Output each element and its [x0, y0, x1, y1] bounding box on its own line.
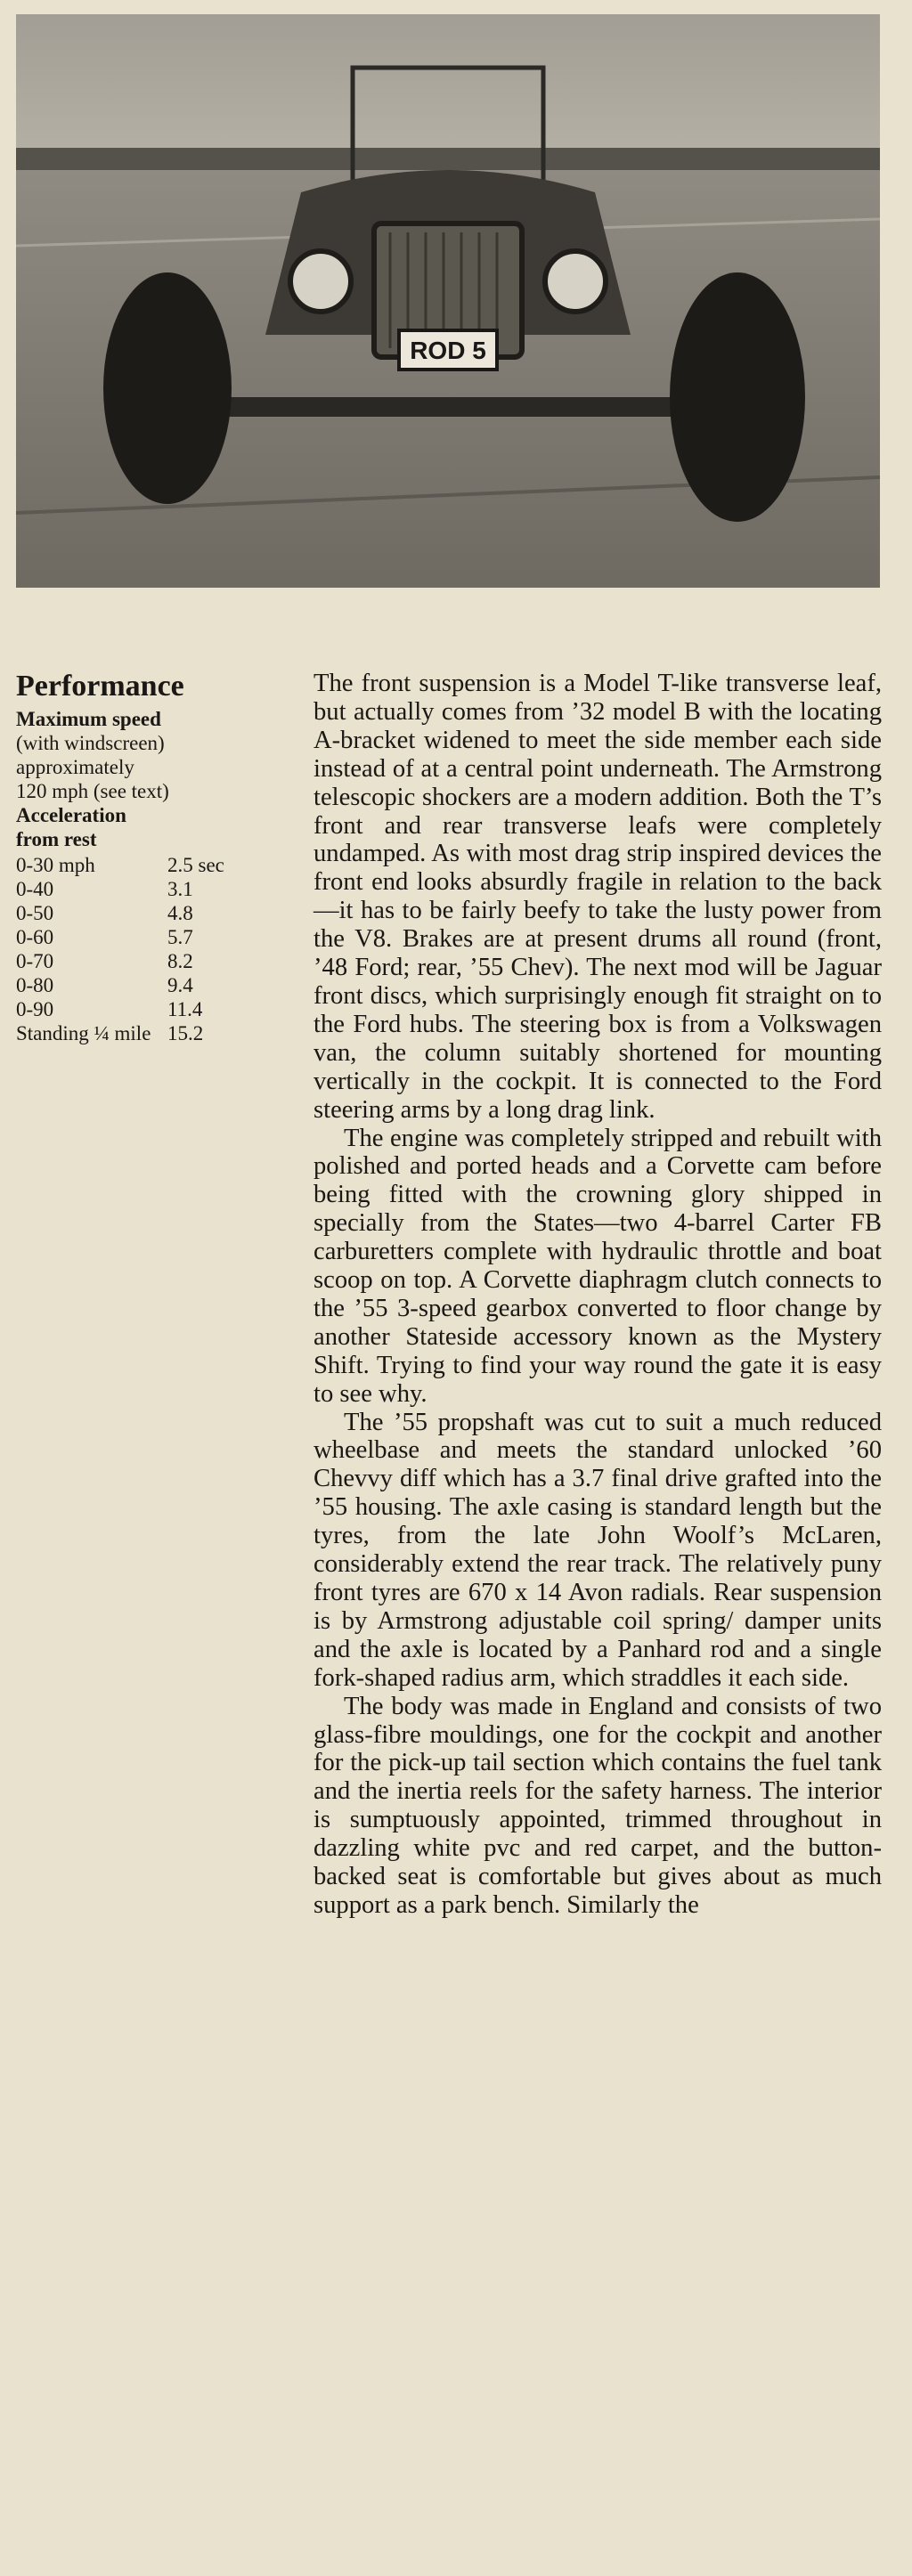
article-column: [314, 670, 882, 1920]
acceleration-table: [16, 853, 255, 1045]
performance-title: Performance: [16, 670, 184, 703]
acceleration-row: 0-90 11.4: [16, 998, 203, 1020]
article-paragraph: The body was made in England and consists of two glass-fibre mouldings, one for the cockpit and another for the pick-up tail section which contains the fuel tank and the inertia reels for the safety harness. The interior is sumptuously appointed, trimmed throughout in dazzling white pvc and red carpet, and the button-backed seat is comfortable but gives about as much support as a park bench. Similarly the: [314, 1692, 882, 1919]
acceleration-row: Standing ¼ mile 15.2: [16, 1022, 204, 1044]
article-paragraph: The engine was completely stripped and rebuilt with polished and ported heads and a Corvette cam before being fitted with the crowning glory shipped in specially from the States—two 4-barrel Carter FB carburetters complete with hydraulic throttle and boat scoop on top. A Corvette diaphragm clutch connects to the ’55 3-speed gearbox converted to floor change by another Stateside accessory known as the Mystery Shift. Trying to find your way round the gate it is easy to see why.: [314, 1124, 882, 1408]
hot-rod-illustration: [16, 14, 880, 588]
acceleration-label: Acceleration: [16, 804, 126, 826]
performance-sidebar: [16, 670, 255, 1045]
max-speed-approx: approximately: [16, 756, 134, 778]
number-plate: ROD 5: [410, 337, 486, 364]
max-speed-value: 120 mph (see text): [16, 780, 169, 802]
article-paragraph: The front suspension is a Model T-like transverse leaf, but actually comes from ’32 model B with the locating A-bracket widened to meet the side member each side instead of at a central point underneath. The Armstrong telescopic shockers are a modern addition. Both the T’s front and rear transverse leafs were completely undamped. As with most drag strip inspired devices the front end looks absurdly fragile in relation to the back—it has to be fairly beefy to take the lusty power from the V8. Brakes are at present drums all round (front, ’48 Ford; rear, ’55 Chev). The next mod will be Jaguar front discs, which surprisingly enough fit straight on to the Ford hubs. The steering box is from a Volkswagen van, the column suitably shortened for mounting vertically in the cockpit. It is connected to the Ford steering arms by a long drag link.: [314, 670, 882, 1124]
hot-rod-photo: [16, 14, 880, 588]
acceleration-sublabel: from rest: [16, 828, 97, 850]
acceleration-row: 0-40 3.1: [16, 878, 193, 900]
acceleration-row: 0-60 5.7: [16, 926, 193, 948]
acceleration-row: 0-30 mph 2.5 sec: [16, 854, 224, 876]
max-speed-note: (with windscreen): [16, 732, 165, 754]
acceleration-row: 0-80 9.4: [16, 974, 193, 996]
max-speed-label: Maximum speed: [16, 708, 161, 730]
acceleration-row: 0-70 8.2: [16, 950, 193, 972]
article-paragraph: The ’55 propshaft was cut to suit a much reduced wheelbase and meets the standard unlocked ’60 Chevvy diff which has a 3.7 final drive grafted into the ’55 housing. The axle casing is standard length but the tyres, from the late John Woolf’s McLaren, considerably extend the rear track. The relatively puny front tyres are 670 x 14 Avon radials. Rear suspension is by Armstrong adjustable coil spring/ damper units and the axle is located by a Panhard rod and a single fork-shaped radius arm, which straddles it each side.: [314, 1408, 882, 1692]
acceleration-row: 0-50 4.8: [16, 902, 193, 924]
